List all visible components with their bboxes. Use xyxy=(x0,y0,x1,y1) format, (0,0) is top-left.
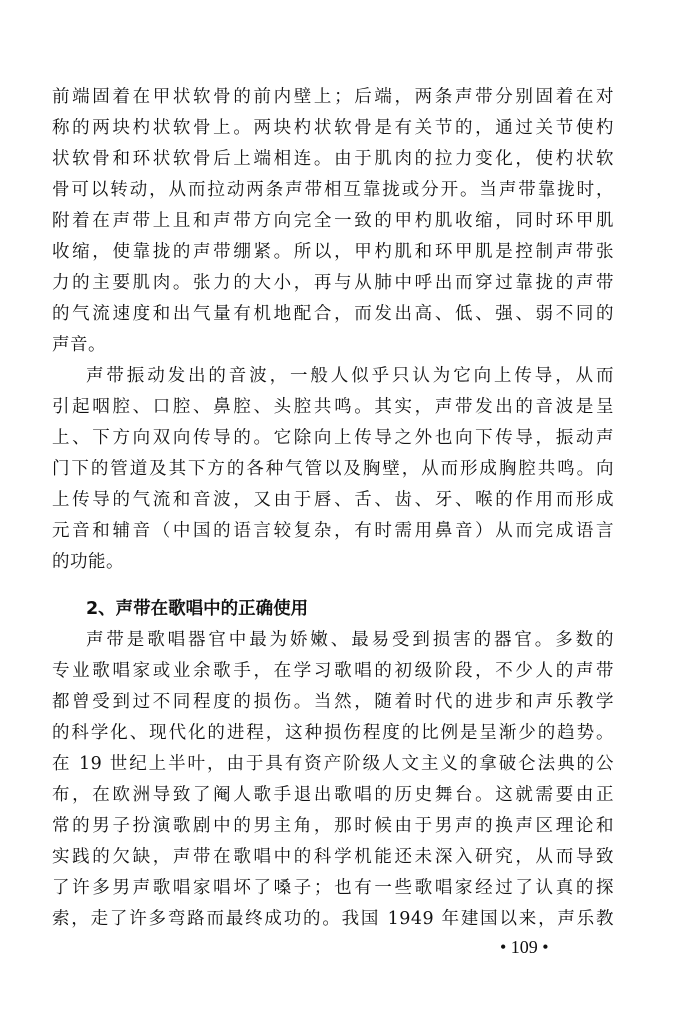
text-line: 称的两块杓状软骨上。两块杓状软骨是有关节的，通过关节使杓 xyxy=(52,118,614,138)
text-line: 的功能。 xyxy=(52,552,124,572)
text-line: 常的男子扮演歌剧中的男主角，那时候由于男声的换声区理论和 xyxy=(52,816,614,836)
text-line: 声带是歌唱器官中最为娇嫩、最易受到损害的器官。多数的 xyxy=(86,630,614,650)
text-line: 引起咽腔、口腔、鼻腔、头腔共鸣。其实，声带发出的音波是呈 xyxy=(52,397,614,417)
text-line: 收缩，使靠拢的声带绷紧。所以，甲杓肌和环甲肌是控制声带张 xyxy=(52,242,614,262)
page-number: • 109 • xyxy=(500,937,549,957)
text-line: 都曾受到过不同程度的损伤。当然，随着时代的进步和声乐教学 xyxy=(52,692,614,712)
text-line: 门下的管道及其下方的各种气管以及胸壁，从而形成胸腔共鸣。向 xyxy=(52,459,614,479)
text-line: 专业歌唱家或业余歌手，在学习歌唱的初级阶段，不少人的声带 xyxy=(52,661,614,681)
text-line: 前端固着在甲状软骨的前内壁上；后端，两条声带分别固着在对 xyxy=(52,87,614,107)
text-line: 实践的欠缺，声带在歌唱中的科学机能还未深入研究，从而导致 xyxy=(52,847,614,867)
text-line: 力的主要肌肉。张力的大小，再与从肺中呼出而穿过靠拢的声带 xyxy=(52,273,614,293)
text-line: 元音和辅音（中国的语言较复杂，有时需用鼻音）从而完成语言 xyxy=(52,521,614,541)
text-line: 在 19 世纪上半叶，由于具有资产阶级人文主义的拿破仑法典的公 xyxy=(52,754,614,774)
text-line: 上、下方向双向传导的。它除向上传导之外也向下传导，振动声 xyxy=(52,428,614,448)
text-line: 骨可以转动，从而拉动两条声带相互靠拢或分开。当声带靠拢时， xyxy=(52,180,614,200)
section-heading: 2、声带在歌唱中的正确使用 xyxy=(86,599,309,619)
text-line: 布，在欧洲导致了阉人歌手退出歌唱的历史舞台。这就需要由正 xyxy=(52,785,614,805)
text-line: 的科学化、现代化的进程，这种损伤程度的比例是呈渐少的趋势。 xyxy=(52,723,614,743)
text-line: 状软骨和环状软骨后上端相连。由于肌肉的拉力变化，使杓状软 xyxy=(52,149,614,169)
text-line: 索，走了许多弯路而最终成功的。我国 1949 年建国以来，声乐教 xyxy=(52,909,614,929)
text-line: 的气流速度和出气量有机地配合，而发出高、低、强、弱不同的 xyxy=(52,304,614,324)
text-line: 声带振动发出的音波，一般人似乎只认为它向上传导，从而 xyxy=(86,366,614,386)
text-line: 了许多男声歌唱家唱坏了嗓子；也有一些歌唱家经过了认真的探 xyxy=(52,878,614,898)
text-line: 声音。 xyxy=(52,335,106,355)
text-line: 附着在声带上且和声带方向完全一致的甲杓肌收缩，同时环甲肌 xyxy=(52,211,614,231)
text-line: 上传导的气流和音波，又由于唇、舌、齿、牙、喉的作用而形成 xyxy=(52,490,614,510)
